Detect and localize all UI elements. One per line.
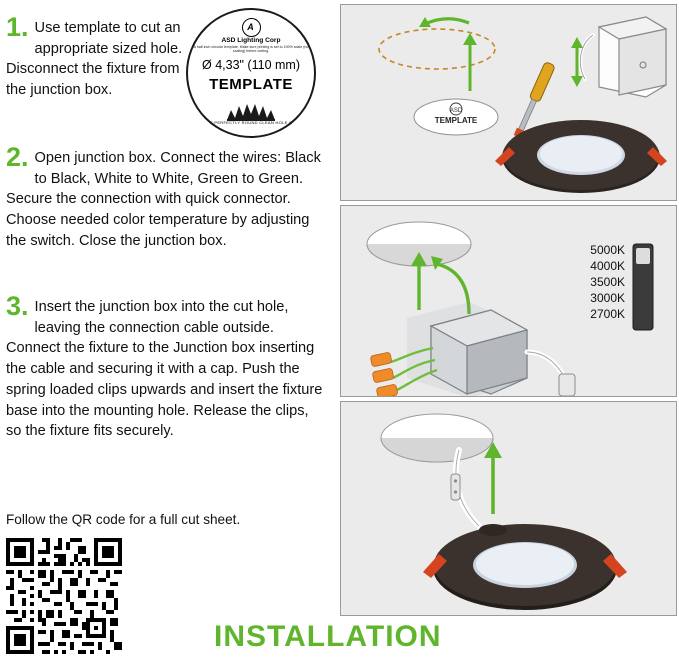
page-title: INSTALLATION (214, 620, 442, 653)
illustration-step-1 (340, 4, 677, 201)
step-1-number: 1. (6, 12, 29, 42)
illustration-step-3 (340, 401, 677, 616)
asd-logo-icon: A (242, 18, 261, 37)
qr-code-image (6, 538, 122, 654)
svg-text:TEMPLATE: TEMPLATE (434, 116, 478, 125)
svg-text:ASD: ASD (449, 108, 463, 114)
svg-text:3500K: 3500K (590, 275, 625, 289)
svg-text:4000K: 4000K (590, 259, 625, 273)
template-fine-print: A half-inch circular template. Make sure printing is set to 100% scale (no scaling) before cutting. (193, 45, 309, 54)
qr-code[interactable] (6, 538, 122, 654)
template-footer: CUT PERFECTLY ROUND CLEAN HOLE CUT (203, 120, 299, 125)
panel-3-graphic (341, 402, 676, 615)
step-2 (6, 142, 324, 252)
svg-text:5000K: 5000K (590, 243, 625, 257)
saw-blade-icon (225, 96, 277, 122)
step-1-text: Use template to cut an appropriate sized hole. Disconnect the fixture from the junction box. (6, 20, 183, 99)
svg-text:3000K: 3000K (590, 291, 625, 305)
step-2-number: 2. (6, 142, 29, 172)
step-2-text: Open junction box. Connect the wires: Black to Black, White to White, Green to Green. Secure the connection with quick connector. Choose needed color temperature by adjusting the switch. Close the junction box. (6, 150, 321, 249)
cut-template-graphic (186, 8, 316, 138)
step-3-text: Insert the junction box into the cut hole, leaving the connection cable outside. Connect the fixture to the Junction box inserting the cable and securing it with a cap. Push the spring loaded clips upwards and insert the fixture base into the mounting hole. Release the clips, so the fixture fits securely. (6, 299, 323, 440)
illustration-step-2 (340, 205, 677, 397)
template-company: ASD Lighting Corp (221, 37, 281, 44)
svg-text:2700K: 2700K (590, 307, 625, 321)
step-3-number: 3. (6, 291, 29, 321)
panel-1-graphic (341, 5, 676, 200)
step-3 (6, 291, 324, 442)
template-logo (188, 18, 314, 37)
panel-2-graphic (341, 206, 676, 396)
template-title: TEMPLATE (209, 76, 293, 93)
qr-instruction-text: Follow the QR code for a full cut sheet. (6, 512, 241, 527)
template-diameter: Ø 4,33" (110 mm) (202, 58, 300, 72)
step-1 (6, 12, 196, 101)
